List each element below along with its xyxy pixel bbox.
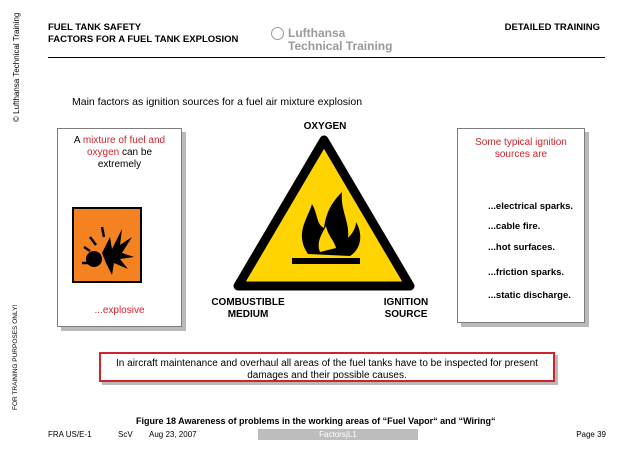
footer-author: ScV [118, 430, 133, 439]
ignition-line2: SOURCE [384, 309, 428, 320]
footer-doc-id: FRA US/E-1 [48, 430, 92, 439]
ignition-sources-heading [462, 137, 580, 161]
footer-page-number: Page 39 [576, 430, 606, 439]
copyright-side-text: © Lufthansa Technical Training [12, 12, 21, 122]
fuel-mixture-text [62, 135, 177, 171]
header-title [48, 22, 238, 46]
fuel-mixture-panel [57, 128, 182, 327]
explosive-label: ...explosive [94, 305, 145, 316]
flammable-hazard-icon [232, 134, 416, 294]
note-line2: damages and their possible causes. [247, 370, 407, 381]
intro-text: Main factors as ignition sources for a fuel air mixture explosion [72, 96, 363, 108]
header-title-line2: FACTORS FOR A FUEL TANK EXPLOSION [48, 34, 239, 45]
ignition-source-label [366, 297, 446, 321]
fuel-text-c: oxygen [86, 147, 120, 158]
header-section-label: DETAILED TRAINING [504, 22, 600, 33]
ignition-source-item: ...friction sparks. [488, 267, 565, 278]
combustible-line1: COMBUSTIBLE [211, 297, 285, 308]
ignition-heading-line1: Some typical ignition [475, 137, 567, 148]
header-title-line1: FUEL TANK SAFETY [48, 22, 142, 33]
brand-name [288, 27, 392, 53]
ignition-source-item: ...cable fire. [488, 221, 541, 232]
combustible-medium-label [203, 297, 293, 321]
footer-date: Aug 23, 2007 [149, 430, 197, 439]
brand-line2: Technical Training [288, 39, 393, 53]
fuel-text-a: A [73, 135, 83, 146]
note-line1: In aircraft maintenance and overhaul all areas of the fuel tanks have to be inspected for present [116, 358, 538, 369]
combustible-line2: MEDIUM [227, 309, 269, 320]
header-divider [48, 57, 605, 58]
inspection-note [99, 352, 555, 382]
explosive-hazard-icon [72, 207, 142, 283]
ignition-heading-line2: sources are [494, 149, 548, 160]
oxygen-label: OXYGEN [303, 121, 347, 132]
ignition-source-item: ...static discharge. [488, 290, 571, 301]
ignition-sources-panel [457, 128, 585, 323]
fuel-text-b: mixture of fuel and [82, 135, 166, 146]
brand-line1: Lufthansa [288, 26, 346, 40]
fuel-text-d: can be [119, 147, 153, 158]
figure-caption: Figure 18 Awareness of problems in the working areas of “Fuel Vapor“ and “Wiring“ [136, 416, 496, 426]
training-purposes-side-text: FOR TRAINING PURPOSES ONLY! [12, 304, 19, 410]
fuel-text-e: extremely [97, 159, 142, 170]
footer-file-name: Factors|L1 [258, 429, 418, 440]
ignition-source-item: ...electrical sparks. [488, 201, 574, 212]
ignition-line1: IGNITION [383, 297, 429, 308]
ignition-source-item: ...hot surfaces. [488, 242, 556, 253]
lufthansa-crane-icon [271, 27, 284, 40]
